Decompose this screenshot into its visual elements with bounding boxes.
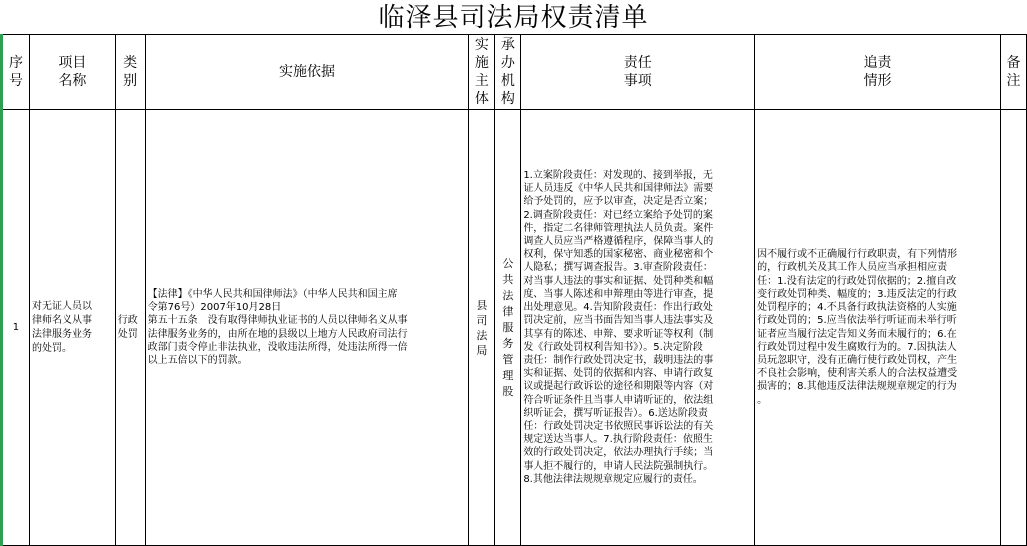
header-note — [1000, 35, 1026, 110]
text-line: 办 — [500, 55, 515, 71]
text-line: 构 — [500, 91, 515, 107]
cell-note — [1000, 110, 1026, 546]
cell-basis — [145, 110, 469, 546]
header-item-name — [29, 35, 115, 110]
text-line: 局 — [476, 343, 488, 357]
text-line: 法律服务业务 — [31, 328, 92, 340]
text-line: 法律服务业务的，由所在地的县级以上地方人民政府司法行 — [147, 328, 408, 340]
text-line: 证人员违反《中华人民共和国律师法》需要 — [523, 183, 714, 195]
text-line: 因不履行或不正确履行行政职责，有下列情形 — [757, 249, 958, 261]
text-line: 县 — [476, 298, 488, 312]
text-line: 权利，保守知悉的国家秘密、商业秘密和个 — [523, 249, 714, 261]
text-line: 实 — [474, 37, 489, 53]
cell-item-name — [29, 110, 115, 546]
text-line: 体 — [474, 91, 489, 107]
text-line: 事项 — [623, 73, 652, 89]
text-line: 施 — [474, 55, 489, 71]
text-line: 注 — [1006, 73, 1021, 89]
text-line: 律师名义从事 — [31, 314, 92, 326]
header-seq — [2, 35, 30, 110]
text-line: 证者应当履行法定告知义务而未履行的；6.在 — [757, 328, 957, 340]
table-header-row — [2, 35, 1027, 110]
text-line: 备 — [1006, 55, 1021, 71]
text-line: 罚决定前，应当书面告知当事人违法事实及 — [523, 315, 714, 327]
text-line: 序 — [8, 55, 23, 71]
cell-accountability — [755, 110, 1001, 546]
cell-seq: 1 — [2, 110, 30, 546]
responsibility-table-wrap — [0, 34, 1027, 546]
text-line: 调查人员应当严格遵循程序，保障当事人的 — [523, 236, 714, 248]
text-line: 情形 — [863, 73, 892, 89]
text-line: 对无证人员以 — [31, 300, 92, 312]
text-line: 【法律】《中华人民共和国律师法》（中华人民共和国主席 — [147, 288, 398, 300]
page-title: 临泽县司法局权责清单 — [378, 3, 649, 33]
text-line: 第五十五条 没有取得律师执业证书的人员以律师名义从事 — [147, 315, 408, 327]
text-line: 事人拒不履行的，申请人民法院强制执行。 — [523, 460, 714, 472]
header-basis — [145, 35, 469, 110]
text-line: 任：行政处罚决定书依照民事诉讼法的有关 — [523, 420, 714, 432]
text-line: 给予处罚的，应予以审查，决定是否立案； — [523, 196, 714, 208]
text-line: 发《行政处罚权利告知书》）。5.决定阶段 — [523, 341, 703, 353]
cell-subject — [469, 110, 495, 546]
text-line: 规定送达当事人。7.执行阶段责任：依照生 — [523, 434, 713, 446]
text-line: 类 — [123, 55, 138, 71]
text-line: 法 — [476, 328, 488, 342]
cell-department — [495, 110, 521, 546]
header-accountability — [755, 35, 1001, 110]
text-line: 服 — [502, 320, 514, 334]
text-line: 行政处罚过程中发生腐败行为的。7.因执法人 — [757, 341, 957, 353]
text-line: 项目 — [58, 55, 87, 71]
text-line: 共 — [502, 272, 514, 286]
text-line: 8.其他法律法规规章规定应履行的责任。 — [523, 473, 703, 485]
text-line: 司 — [476, 313, 488, 327]
text-line: 任：1.没有法定的行政处罚依据的；2.擅自改 — [757, 275, 957, 287]
text-line: 其享有的陈述、申辩、要求听证等权利（制 — [523, 328, 714, 340]
text-line: 股 — [502, 384, 514, 398]
header-department — [495, 35, 521, 110]
text-line: 人隐私；撰写调查报告。3.审查阶段责任： — [523, 262, 713, 274]
text-line: 法 — [502, 288, 514, 302]
text-line: 律 — [502, 304, 514, 318]
cell-category — [115, 110, 145, 546]
text-line: 度、当事人陈述和申辩理由等进行审查，提 — [523, 288, 714, 300]
text-line: 追责 — [863, 55, 892, 71]
text-line: 政部门责令停止非法执业，没收违法所得，处违法所得一倍 — [147, 341, 408, 353]
header-subject — [469, 35, 495, 110]
text-line: 员玩忽职守，没有正确行使行政处罚权，产生 — [757, 354, 958, 366]
text-line: 2.调查阶段责任：对已经立案给予处罚的案 — [523, 209, 713, 221]
text-line: 对当事人违法的事实和证据、处罚种类和幅 — [523, 275, 714, 287]
text-line: 名称 — [58, 73, 87, 89]
header-category — [115, 35, 145, 110]
table-row — [2, 110, 1027, 546]
text-line: 令第76号）2007年10月28日 — [147, 302, 282, 314]
cell-duty — [521, 110, 755, 546]
text-line: 处罚程序的；4.不具备行政执法资格的人实施 — [757, 302, 957, 314]
text-line: 务 — [502, 336, 514, 350]
text-line: 以上五倍以下的罚款。 — [147, 354, 248, 366]
text-line: 行政处罚的；5.应当依法举行听证而未举行听 — [757, 315, 957, 327]
header-duty — [521, 35, 755, 110]
text-line: 责任：制作行政处罚决定书，载明违法的事 — [523, 354, 714, 366]
responsibility-table — [0, 34, 1027, 546]
text-line: 效的行政处罚决定，依法办理执行手续；当 — [523, 447, 714, 459]
text-line: 责任 — [623, 55, 652, 71]
text-line: 符合听证条件且当事人申请听证的，依法组 — [523, 394, 714, 406]
text-line: 织听证会，撰写听证报告）。6.送达阶段责 — [523, 407, 708, 419]
text-line: 的处罚。 — [31, 342, 72, 354]
text-line: 的，行政机关及其工作人员应当承担相应责 — [757, 262, 948, 274]
text-line: 件，指定二名律师管理执法人员负责。案件 — [523, 222, 714, 234]
text-line: 变行政处罚种类、幅度的；3.违反法定的行政 — [757, 288, 957, 300]
text-line: 出处理意见。4.告知阶段责任：作出行政处 — [523, 302, 713, 314]
text-line: 行政 — [117, 314, 138, 326]
text-line: 主 — [474, 73, 489, 89]
text-line: 号 — [8, 73, 23, 89]
text-line: 1.立案阶段责任：对发现的、接到举报，无 — [523, 170, 713, 182]
text-line: 公 — [502, 256, 514, 270]
text-line: 机 — [500, 73, 515, 89]
text-line: 不良社会影响，使利害关系人的合法权益遭受 — [757, 368, 958, 380]
text-line: 实和证据、处罚的依据和内容、申请行政复 — [523, 368, 714, 380]
text-line: 承 — [500, 37, 515, 53]
text-line: 处罚 — [117, 328, 138, 340]
text-line: 损害的；8.其他违反法律法规规章规定的行为 — [757, 381, 957, 393]
text-line: 实施依据 — [279, 64, 336, 80]
text-line: 。 — [757, 394, 768, 406]
text-line: 议或提起行政诉讼的途径和期限等内容（对 — [523, 381, 714, 393]
text-line: 理 — [502, 368, 514, 382]
text-line: 管 — [502, 352, 514, 366]
text-line: 别 — [123, 73, 138, 89]
